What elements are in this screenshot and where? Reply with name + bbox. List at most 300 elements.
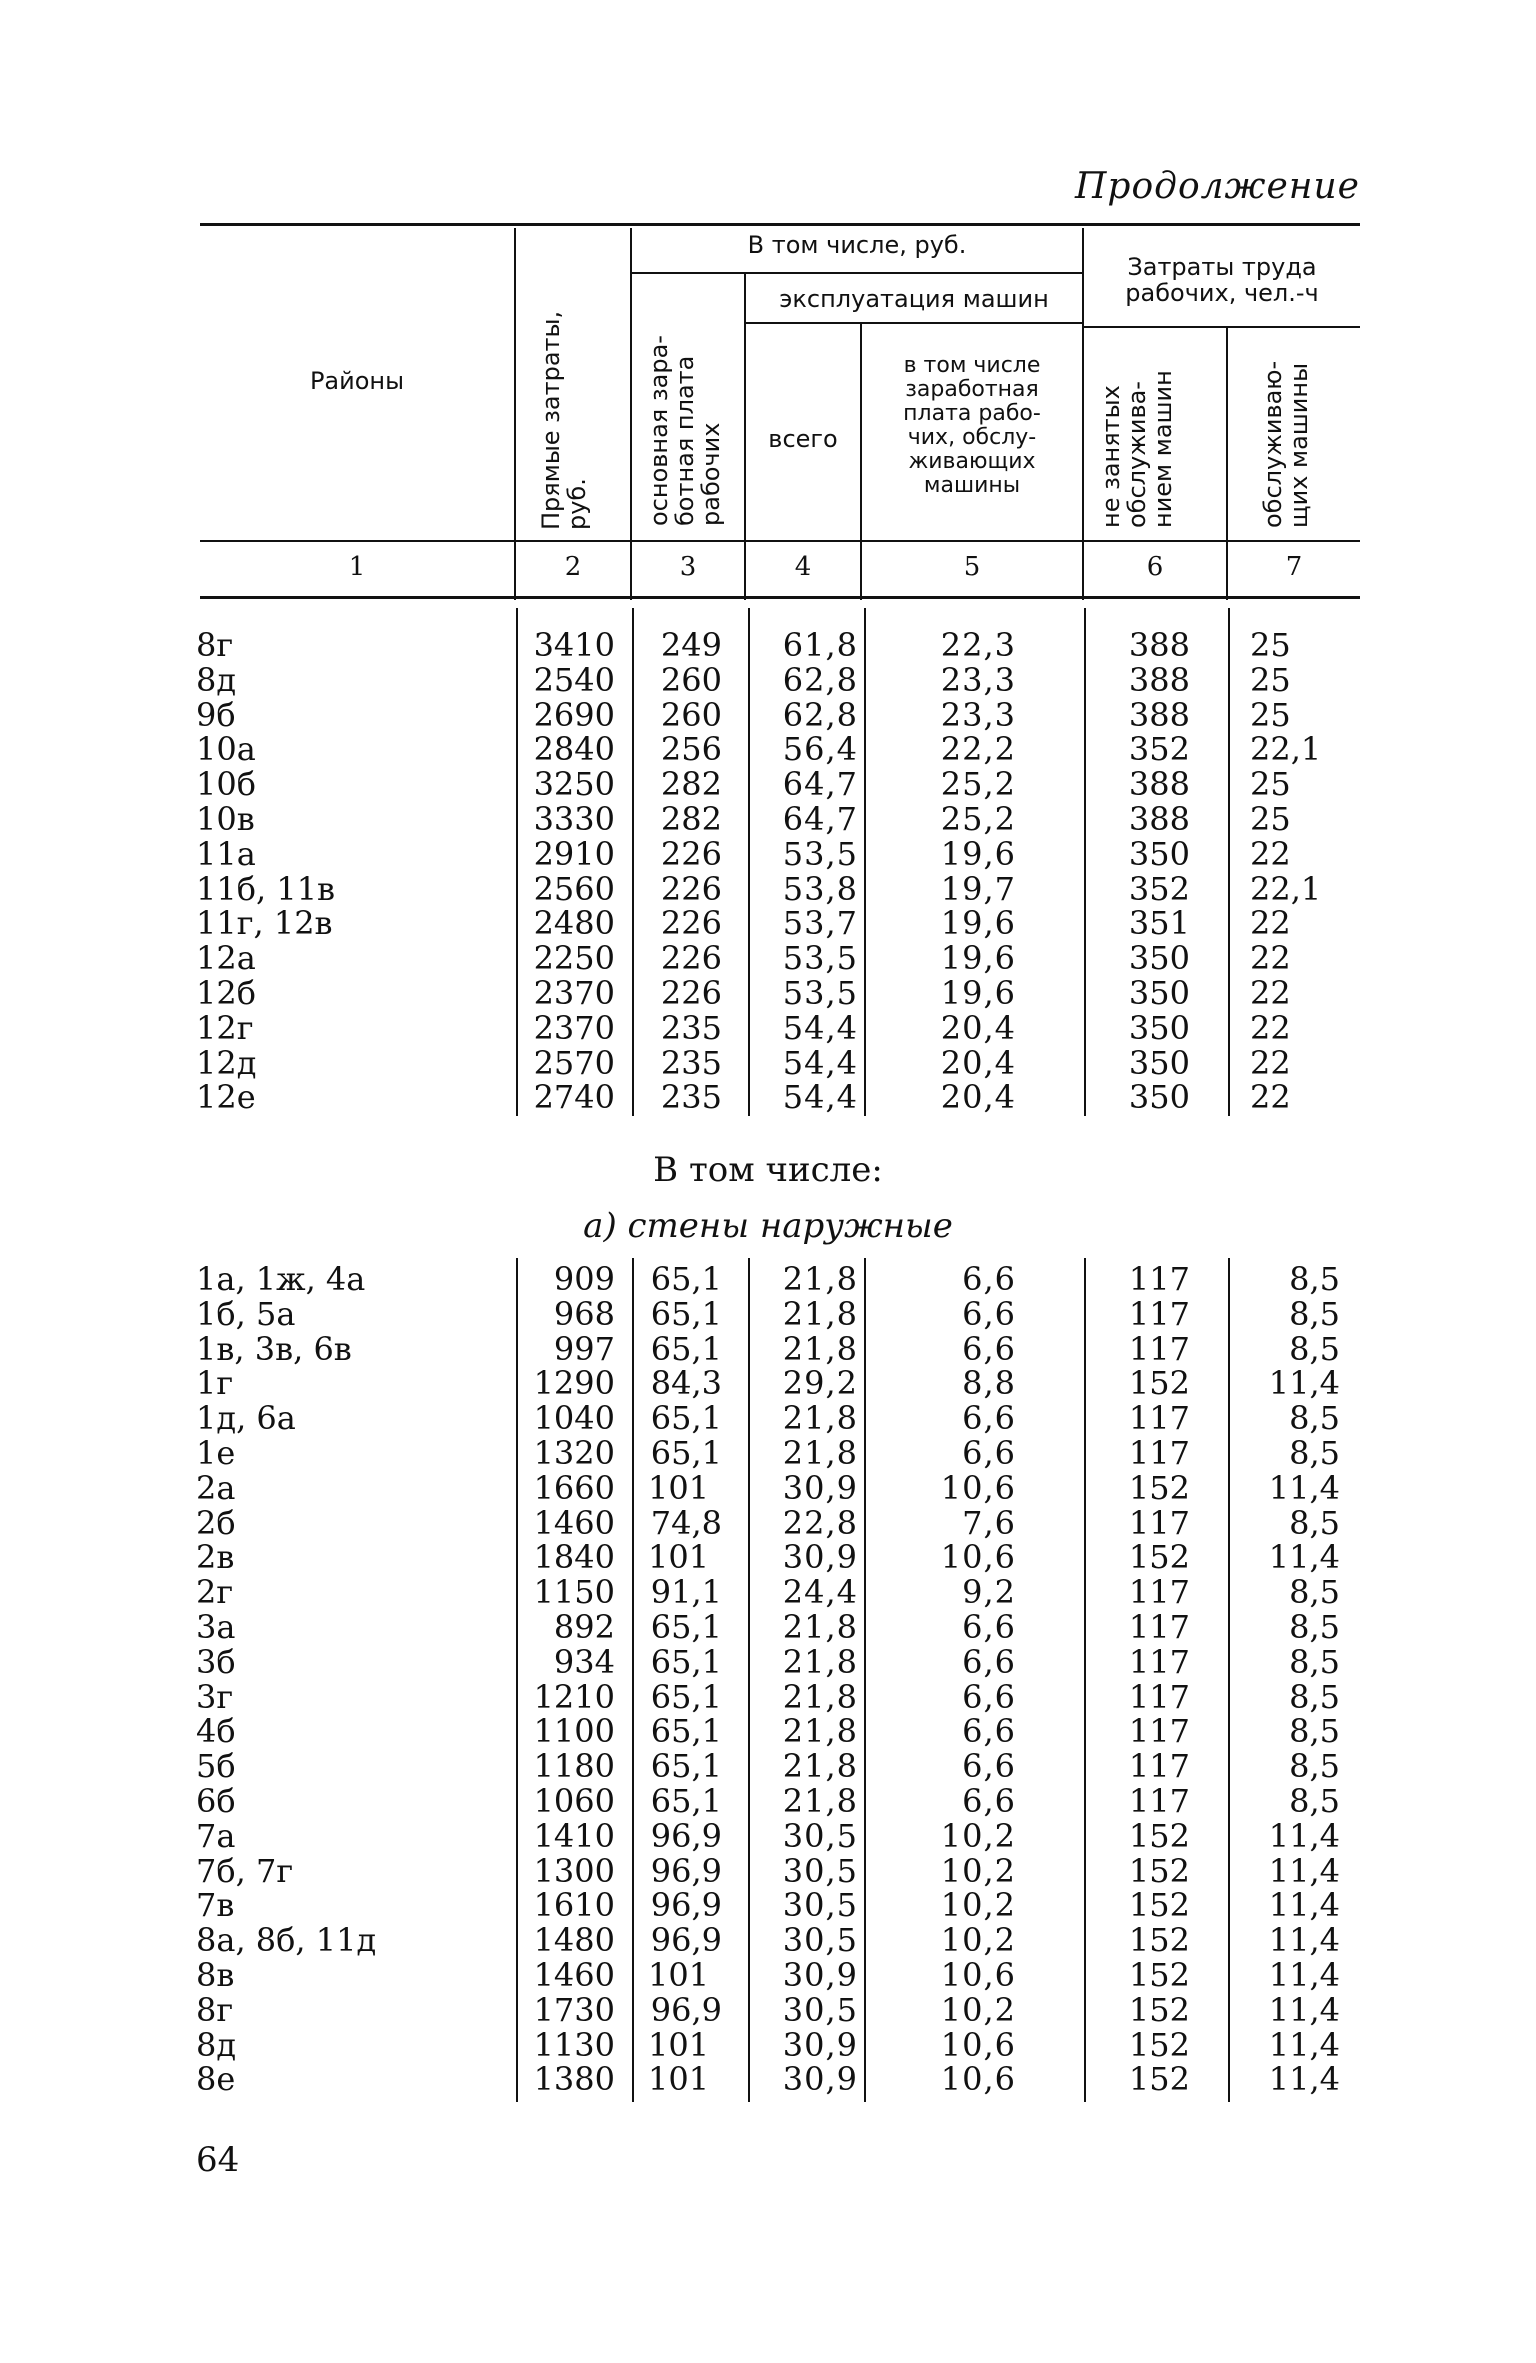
cell-machines-total: 24,4 xyxy=(782,1573,858,1612)
colnum-7: 7 xyxy=(1285,552,1303,582)
cell-base-wages: 282 xyxy=(660,800,722,838)
cell-base-wages: 249 xyxy=(660,626,722,664)
cell-operator-wages: 19,7 xyxy=(940,869,1016,908)
cell-district: 8в xyxy=(196,1956,235,1994)
cell-labor-operating: 11,4 xyxy=(1268,1468,1340,1507)
cell-base-wages: 96,9 xyxy=(650,1990,722,2029)
cell-district: 8д xyxy=(196,660,237,699)
table-row xyxy=(0,1294,1536,1333)
cell-labor-not-operating: 388 xyxy=(1128,765,1190,804)
header-rule-including xyxy=(632,272,1082,274)
cell-machines-total: 30,5 xyxy=(782,1886,858,1925)
cell-base-wages: 256 xyxy=(660,730,722,769)
cell-labor-not-operating: 388 xyxy=(1128,660,1190,699)
cell-direct-costs: 1660 xyxy=(533,1468,615,1507)
cell-direct-costs: 2740 xyxy=(533,1078,615,1117)
cell-labor-operating: 11,4 xyxy=(1268,1956,1340,1994)
table-row xyxy=(0,869,1536,908)
cell-labor-not-operating: 152 xyxy=(1128,1468,1190,1507)
cell-labor-not-operating: 152 xyxy=(1128,1364,1190,1403)
cell-machines-total: 56,4 xyxy=(782,730,858,769)
cell-district: 7б, 7г xyxy=(196,1851,294,1890)
cell-labor-not-operating: 152 xyxy=(1128,1886,1190,1925)
cell-district: 1б, 5а xyxy=(196,1294,296,1333)
cell-district: 2а xyxy=(196,1468,236,1507)
header-base-wages: основная зара- ботная плата рабочих xyxy=(645,335,725,526)
cell-base-wages: 65,1 xyxy=(650,1782,722,1820)
cell-district: 3а xyxy=(196,1608,236,1646)
cell-direct-costs: 3250 xyxy=(533,765,615,804)
cell-machines-total: 21,8 xyxy=(782,1642,858,1681)
cell-base-wages: 235 xyxy=(660,1078,722,1117)
table-row xyxy=(0,1540,1536,1575)
cell-base-wages: 235 xyxy=(660,1043,722,1082)
cell-machines-total: 30,5 xyxy=(782,1816,858,1855)
colnum-6: 6 xyxy=(1146,552,1164,582)
cell-machines-total: 64,7 xyxy=(782,800,858,838)
table-row xyxy=(0,1923,1536,1958)
header-direct-costs: Прямые затраты, руб. xyxy=(537,310,591,530)
section-title: В том числе: xyxy=(653,1150,883,1190)
cell-machines-total: 21,8 xyxy=(782,1782,858,1820)
table-header xyxy=(200,218,1360,603)
table-row xyxy=(0,976,1536,1011)
cell-operator-wages: 6,6 xyxy=(962,1260,1016,1298)
cell-direct-costs: 2540 xyxy=(533,660,615,699)
cell-machines-total: 21,8 xyxy=(782,1329,858,1368)
cell-labor-not-operating: 117 xyxy=(1128,1747,1190,1786)
cell-machines-total: 22,8 xyxy=(782,1503,858,1542)
cell-labor-not-operating: 117 xyxy=(1128,1782,1190,1820)
cell-labor-operating: 8,5 xyxy=(1289,1399,1340,1438)
table-row xyxy=(0,695,1536,734)
cell-operator-wages: 25,2 xyxy=(940,800,1016,838)
cell-machines-total: 21,8 xyxy=(782,1399,858,1438)
colnum-2: 2 xyxy=(564,552,582,582)
table-row xyxy=(0,1401,1536,1436)
table-row xyxy=(0,767,1536,802)
cell-district: 2г xyxy=(196,1573,234,1612)
cell-labor-not-operating: 117 xyxy=(1128,1608,1190,1646)
cell-operator-wages: 19,6 xyxy=(940,939,1016,978)
cell-machines-total: 64,7 xyxy=(782,765,858,804)
cell-labor-operating: 8,5 xyxy=(1289,1434,1340,1472)
cell-labor-not-operating: 117 xyxy=(1128,1712,1190,1751)
cell-operator-wages: 10,2 xyxy=(940,1851,1016,1890)
cell-direct-costs: 2480 xyxy=(533,904,615,943)
cell-direct-costs: 1460 xyxy=(533,1503,615,1542)
table-row xyxy=(0,834,1536,873)
cell-labor-operating: 22 xyxy=(1250,1043,1291,1082)
cell-operator-wages: 6,6 xyxy=(962,1608,1016,1646)
cell-base-wages: 65,1 xyxy=(650,1260,722,1298)
cell-labor-not-operating: 388 xyxy=(1128,695,1190,734)
table-row xyxy=(0,1714,1536,1749)
cell-operator-wages: 6,6 xyxy=(962,1712,1016,1751)
cell-operator-wages: 10,2 xyxy=(940,1921,1016,1960)
cell-district: 12г xyxy=(196,1008,254,1047)
table-row xyxy=(0,1784,1536,1819)
cell-machines-total: 21,8 xyxy=(782,1712,858,1751)
cell-base-wages: 65,1 xyxy=(650,1677,722,1716)
table-row xyxy=(0,660,1536,699)
header-including: В том числе, руб. xyxy=(747,231,967,259)
cell-direct-costs: 2570 xyxy=(533,1043,615,1082)
cell-district: 4б xyxy=(196,1712,236,1751)
cell-district: 6б xyxy=(196,1782,236,1820)
cell-direct-costs: 1180 xyxy=(533,1747,615,1786)
table-row xyxy=(0,2025,1536,2064)
cell-labor-operating: 8,5 xyxy=(1289,1573,1340,1612)
cell-machines-total: 53,5 xyxy=(782,939,858,978)
cell-direct-costs: 2690 xyxy=(533,695,615,734)
cell-direct-costs: 1480 xyxy=(533,1921,615,1960)
cell-direct-costs: 1150 xyxy=(533,1573,615,1612)
cell-direct-costs: 3330 xyxy=(533,800,615,838)
cell-direct-costs: 1210 xyxy=(533,1677,615,1716)
cell-labor-operating: 11,4 xyxy=(1268,1816,1340,1855)
cell-operator-wages: 19,6 xyxy=(940,834,1016,873)
cell-direct-costs: 1320 xyxy=(533,1434,615,1472)
cell-labor-not-operating: 350 xyxy=(1128,939,1190,978)
cell-machines-total: 21,8 xyxy=(782,1260,858,1298)
cell-labor-not-operating: 351 xyxy=(1128,904,1190,943)
cell-labor-not-operating: 152 xyxy=(1128,1851,1190,1890)
cell-labor-operating: 22 xyxy=(1250,834,1291,873)
colnum-1: 1 xyxy=(348,552,366,582)
cell-base-wages: 96,9 xyxy=(650,1851,722,1890)
cell-district: 9б xyxy=(196,695,236,734)
cell-operator-wages: 25,2 xyxy=(940,765,1016,804)
cell-direct-costs: 2840 xyxy=(533,730,615,769)
cell-labor-operating: 22 xyxy=(1250,904,1291,943)
cell-labor-operating: 25 xyxy=(1250,660,1291,699)
cell-labor-operating: 8,5 xyxy=(1289,1677,1340,1716)
cell-district: 12д xyxy=(196,1043,257,1082)
header-rule-numbers-bottom xyxy=(200,596,1360,599)
cell-base-wages: 96,9 xyxy=(650,1921,722,1960)
cell-direct-costs: 1380 xyxy=(533,2060,615,2099)
cell-district: 8д xyxy=(196,2025,237,2064)
cell-base-wages: 101 xyxy=(648,2060,710,2099)
table-row xyxy=(0,1468,1536,1507)
cell-labor-not-operating: 388 xyxy=(1128,626,1190,664)
cell-labor-operating: 11,4 xyxy=(1268,1538,1340,1577)
cell-labor-not-operating: 117 xyxy=(1128,1503,1190,1542)
cell-labor-operating: 8,5 xyxy=(1289,1294,1340,1333)
cell-direct-costs: 2910 xyxy=(533,834,615,873)
cell-district: 12а xyxy=(196,939,256,978)
table-row xyxy=(0,941,1536,976)
cell-base-wages: 84,3 xyxy=(650,1364,722,1403)
cell-operator-wages: 6,6 xyxy=(962,1399,1016,1438)
cell-machines-total: 30,5 xyxy=(782,1921,858,1960)
cell-direct-costs: 909 xyxy=(553,1260,615,1298)
table-row xyxy=(0,1610,1536,1645)
cell-operator-wages: 10,2 xyxy=(940,1816,1016,1855)
cell-machines-total: 21,8 xyxy=(782,1294,858,1333)
cell-base-wages: 101 xyxy=(648,2025,710,2064)
cell-district: 11б, 11в xyxy=(196,869,336,908)
cell-machines-total: 54,4 xyxy=(782,1043,858,1082)
cell-district: 8г xyxy=(196,626,234,664)
cell-district: 7в xyxy=(196,1886,235,1925)
cell-direct-costs: 892 xyxy=(553,1608,615,1646)
cell-base-wages: 65,1 xyxy=(650,1642,722,1681)
cell-district: 3г xyxy=(196,1677,234,1716)
cell-district: 11а xyxy=(196,834,256,873)
cell-direct-costs: 934 xyxy=(553,1642,615,1681)
cell-operator-wages: 22,3 xyxy=(940,626,1016,664)
table-row xyxy=(0,1080,1536,1115)
cell-direct-costs: 2560 xyxy=(533,869,615,908)
header-districts: Районы xyxy=(309,367,405,395)
cell-labor-operating: 22 xyxy=(1250,939,1291,978)
cell-labor-operating: 11,4 xyxy=(1268,1851,1340,1890)
cell-operator-wages: 6,6 xyxy=(962,1294,1016,1333)
header-rule-machines xyxy=(746,322,1082,324)
cell-labor-not-operating: 350 xyxy=(1128,974,1190,1012)
header-top-rule xyxy=(200,223,1360,226)
cell-district: 1г xyxy=(196,1364,234,1403)
cell-labor-operating: 25 xyxy=(1250,695,1291,734)
table-row xyxy=(0,2062,1536,2097)
cell-base-wages: 101 xyxy=(648,1468,710,1507)
cell-direct-costs: 1290 xyxy=(533,1364,615,1403)
table-row xyxy=(0,1008,1536,1047)
cell-base-wages: 226 xyxy=(660,974,722,1012)
cell-labor-operating: 11,4 xyxy=(1268,2060,1340,2099)
cell-operator-wages: 20,4 xyxy=(940,1078,1016,1117)
cell-labor-not-operating: 352 xyxy=(1128,869,1190,908)
header-vline-2 xyxy=(630,228,632,600)
cell-direct-costs: 1730 xyxy=(533,1990,615,2029)
cell-district: 2б xyxy=(196,1503,236,1542)
cell-machines-total: 30,5 xyxy=(782,1851,858,1890)
cell-operator-wages: 7,6 xyxy=(962,1503,1016,1542)
table-body-part1 xyxy=(0,628,1536,1128)
header-labor-costs: Затраты труда рабочих, чел.-ч xyxy=(1125,253,1319,307)
cell-labor-not-operating: 117 xyxy=(1128,1677,1190,1716)
cell-operator-wages: 23,3 xyxy=(940,695,1016,734)
cell-machines-total: 30,9 xyxy=(782,2060,858,2099)
table-body-part2 xyxy=(0,1262,1536,2112)
cell-labor-operating: 11,4 xyxy=(1268,1990,1340,2029)
table-row xyxy=(0,1503,1536,1542)
cell-base-wages: 96,9 xyxy=(650,1886,722,1925)
header-operator-wages: в том числе заработная плата рабо- чих, обслу- живающих машины xyxy=(903,353,1041,498)
cell-base-wages: 260 xyxy=(660,695,722,734)
cell-operator-wages: 6,6 xyxy=(962,1329,1016,1368)
table-row xyxy=(0,628,1536,663)
cell-labor-not-operating: 152 xyxy=(1128,1816,1190,1855)
cell-labor-not-operating: 352 xyxy=(1128,730,1190,769)
table-row xyxy=(0,1816,1536,1855)
cell-machines-total: 62,8 xyxy=(782,695,858,734)
cell-district: 12е xyxy=(196,1078,256,1117)
table-row xyxy=(0,1990,1536,2029)
cell-direct-costs: 1060 xyxy=(533,1782,615,1820)
cell-base-wages: 65,1 xyxy=(650,1329,722,1368)
cell-district: 8а, 8б, 11д xyxy=(196,1921,377,1960)
cell-labor-not-operating: 350 xyxy=(1128,1043,1190,1082)
cell-direct-costs: 2370 xyxy=(533,974,615,1012)
cell-labor-not-operating: 117 xyxy=(1128,1642,1190,1681)
table-row xyxy=(0,1329,1536,1368)
cell-labor-not-operating: 117 xyxy=(1128,1260,1190,1298)
cell-labor-operating: 25 xyxy=(1250,800,1291,838)
cell-direct-costs: 1130 xyxy=(533,2025,615,2064)
cell-direct-costs: 1840 xyxy=(533,1538,615,1577)
table-row xyxy=(0,1958,1536,1993)
cell-labor-operating: 8,5 xyxy=(1289,1503,1340,1542)
cell-labor-operating: 22,1 xyxy=(1250,869,1322,908)
header-machine-operation: эксплуатация машин xyxy=(779,285,1049,313)
cell-district: 8г xyxy=(196,1990,234,2029)
cell-machines-total: 54,4 xyxy=(782,1078,858,1117)
cell-operator-wages: 10,6 xyxy=(940,1468,1016,1507)
cell-base-wages: 226 xyxy=(660,904,722,943)
cell-labor-operating: 22 xyxy=(1250,974,1291,1012)
table-row xyxy=(0,1366,1536,1401)
cell-machines-total: 53,5 xyxy=(782,974,858,1012)
cell-direct-costs: 1460 xyxy=(533,1956,615,1994)
cell-machines-total: 29,2 xyxy=(782,1364,858,1403)
cell-direct-costs: 3410 xyxy=(533,626,615,664)
cell-direct-costs: 1410 xyxy=(533,1816,615,1855)
cell-operator-wages: 10,6 xyxy=(940,1538,1016,1577)
cell-operator-wages: 20,4 xyxy=(940,1008,1016,1047)
cell-machines-total: 61,8 xyxy=(782,626,858,664)
table-row xyxy=(0,1043,1536,1082)
cell-base-wages: 65,1 xyxy=(650,1747,722,1786)
cell-district: 2в xyxy=(196,1538,235,1577)
cell-labor-operating: 8,5 xyxy=(1289,1329,1340,1368)
cell-labor-operating: 11,4 xyxy=(1268,1886,1340,1925)
table-row xyxy=(0,1642,1536,1681)
cell-labor-operating: 11,4 xyxy=(1268,2025,1340,2064)
cell-labor-not-operating: 117 xyxy=(1128,1573,1190,1612)
cell-labor-operating: 8,5 xyxy=(1289,1260,1340,1298)
header-total: всего xyxy=(768,425,838,453)
table-row xyxy=(0,1262,1536,1297)
cell-base-wages: 65,1 xyxy=(650,1294,722,1333)
cell-operator-wages: 9,2 xyxy=(962,1573,1016,1612)
cell-base-wages: 101 xyxy=(648,1956,710,1994)
cell-district: 11г, 12в xyxy=(196,904,333,943)
cell-direct-costs: 1100 xyxy=(533,1712,615,1751)
cell-labor-not-operating: 350 xyxy=(1128,1008,1190,1047)
cell-operator-wages: 10,6 xyxy=(940,2060,1016,2099)
header-vline-1 xyxy=(514,228,516,600)
cell-operator-wages: 10,2 xyxy=(940,1990,1016,2029)
cell-machines-total: 21,8 xyxy=(782,1677,858,1716)
cell-labor-not-operating: 117 xyxy=(1128,1329,1190,1368)
cell-district: 5б xyxy=(196,1747,236,1786)
cell-labor-operating: 22 xyxy=(1250,1008,1291,1047)
cell-base-wages: 74,8 xyxy=(650,1503,722,1542)
colnum-4: 4 xyxy=(794,552,812,582)
cell-district: 8е xyxy=(196,2060,236,2099)
cell-district: 1а, 1ж, 4а xyxy=(196,1260,366,1298)
cell-operator-wages: 10,6 xyxy=(940,1956,1016,1994)
cell-labor-not-operating: 152 xyxy=(1128,1956,1190,1994)
cell-base-wages: 91,1 xyxy=(650,1573,722,1612)
cell-district: 1д, 6а xyxy=(196,1399,296,1438)
cell-operator-wages: 10,6 xyxy=(940,2025,1016,2064)
continuation-label: Продолжение xyxy=(1075,166,1360,207)
table-row xyxy=(0,1677,1536,1716)
cell-operator-wages: 6,6 xyxy=(962,1642,1016,1681)
table-row xyxy=(0,906,1536,941)
cell-direct-costs: 997 xyxy=(553,1329,615,1368)
cell-base-wages: 101 xyxy=(648,1538,710,1577)
cell-machines-total: 30,9 xyxy=(782,1538,858,1577)
header-not-operating: не занятых обслужива- нием машин xyxy=(1097,370,1177,528)
cell-base-wages: 226 xyxy=(660,834,722,873)
cell-labor-not-operating: 152 xyxy=(1128,1921,1190,1960)
cell-district: 10б xyxy=(196,765,256,804)
cell-operator-wages: 6,6 xyxy=(962,1747,1016,1786)
cell-labor-operating: 8,5 xyxy=(1289,1608,1340,1646)
cell-district: 3б xyxy=(196,1642,236,1681)
cell-operator-wages: 19,6 xyxy=(940,904,1016,943)
cell-machines-total: 30,5 xyxy=(782,1990,858,2029)
cell-operator-wages: 23,3 xyxy=(940,660,1016,699)
cell-labor-not-operating: 388 xyxy=(1128,800,1190,838)
cell-labor-not-operating: 152 xyxy=(1128,1990,1190,2029)
header-rule-labor xyxy=(1084,326,1360,328)
cell-base-wages: 96,9 xyxy=(650,1816,722,1855)
cell-base-wages: 260 xyxy=(660,660,722,699)
cell-labor-operating: 25 xyxy=(1250,626,1291,664)
table-row xyxy=(0,1749,1536,1784)
cell-base-wages: 282 xyxy=(660,765,722,804)
cell-labor-not-operating: 152 xyxy=(1128,1538,1190,1577)
cell-district: 10в xyxy=(196,800,255,838)
cell-labor-operating: 8,5 xyxy=(1289,1747,1340,1786)
table-row xyxy=(0,1851,1536,1890)
cell-labor-operating: 11,4 xyxy=(1268,1364,1340,1403)
cell-labor-operating: 11,4 xyxy=(1268,1921,1340,1960)
cell-labor-not-operating: 152 xyxy=(1128,2060,1190,2099)
cell-district: 1в, 3в, 6в xyxy=(196,1329,352,1368)
colnum-3: 3 xyxy=(679,552,697,582)
cell-machines-total: 21,8 xyxy=(782,1747,858,1786)
cell-labor-operating: 8,5 xyxy=(1289,1782,1340,1820)
table-row xyxy=(0,1575,1536,1610)
cell-machines-total: 53,8 xyxy=(782,869,858,908)
table-row xyxy=(0,732,1536,767)
cell-machines-total: 30,9 xyxy=(782,2025,858,2064)
cell-direct-costs: 1610 xyxy=(533,1886,615,1925)
cell-direct-costs: 2370 xyxy=(533,1008,615,1047)
table-row xyxy=(0,1436,1536,1471)
cell-base-wages: 235 xyxy=(660,1008,722,1047)
cell-labor-not-operating: 117 xyxy=(1128,1434,1190,1472)
cell-labor-not-operating: 117 xyxy=(1128,1294,1190,1333)
cell-machines-total: 54,4 xyxy=(782,1008,858,1047)
table-row xyxy=(0,1888,1536,1923)
cell-district: 12б xyxy=(196,974,256,1012)
section-subtitle: а) стены наружные xyxy=(583,1206,953,1246)
cell-labor-operating: 25 xyxy=(1250,765,1291,804)
cell-direct-costs: 2250 xyxy=(533,939,615,978)
cell-labor-not-operating: 117 xyxy=(1128,1399,1190,1438)
cell-machines-total: 30,9 xyxy=(782,1956,858,1994)
cell-operator-wages: 19,6 xyxy=(940,974,1016,1012)
header-rule-numbers-top xyxy=(200,540,1360,542)
